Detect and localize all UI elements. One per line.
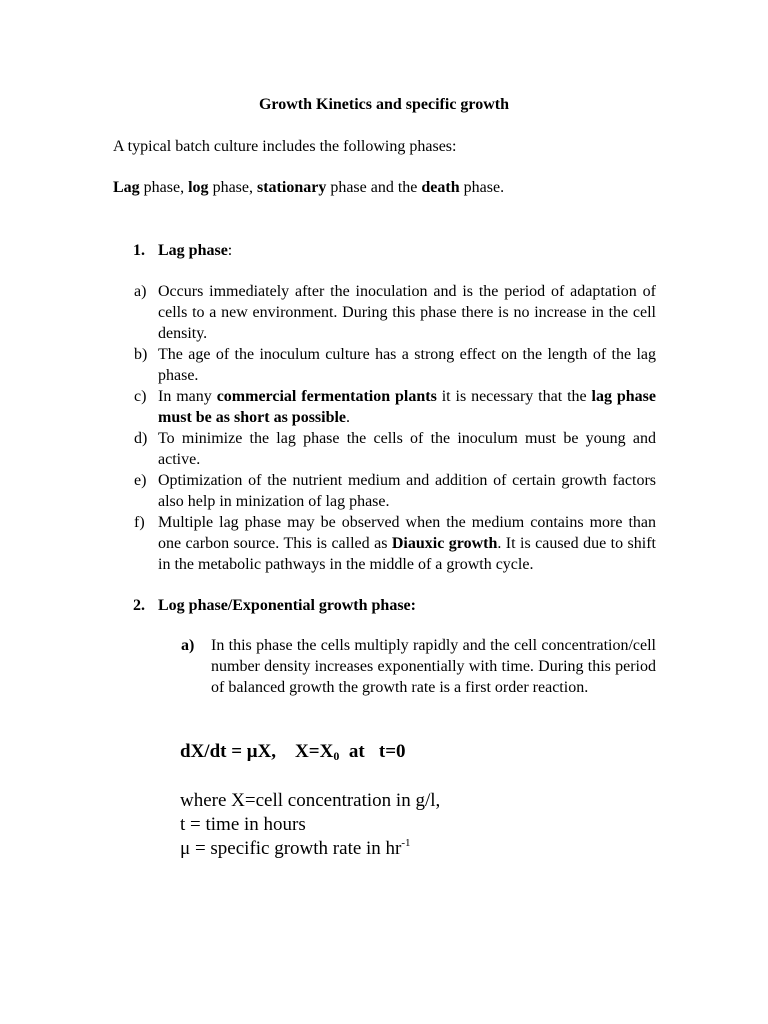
item-text-pre: In many bbox=[158, 388, 217, 405]
list-item bbox=[134, 386, 656, 428]
definition-line bbox=[180, 837, 440, 861]
variable-definitions bbox=[180, 789, 440, 861]
phase-sep: phase and the bbox=[326, 179, 422, 196]
equation-rhs: X, X=X bbox=[257, 741, 334, 762]
item-text-bold: lag phase must be as short as possible bbox=[158, 388, 656, 426]
definition-line: t = time in hours bbox=[180, 814, 306, 835]
phase-sep: phase, bbox=[139, 179, 189, 196]
item-text: The age of the inoculum culture has a strong effect on the length of the lag phase. bbox=[158, 346, 656, 384]
document-title: Growth Kinetics and specific growth bbox=[258, 96, 510, 113]
item-text: Optimization of the nutrient medium and addition of certain growth factors also help in minization of lag phase. bbox=[158, 472, 656, 510]
intro-paragraph: A typical batch culture includes the following phases: bbox=[113, 138, 457, 155]
item-text-post: . It is caused due to shift in the metabolic pathways in the middle of a growth cycle. bbox=[158, 535, 656, 573]
section-title: Lag phase bbox=[158, 242, 228, 259]
mu-symbol: μ bbox=[246, 741, 258, 762]
item-text-bold: commercial fermentation plants bbox=[216, 388, 437, 405]
equation-subscript: 0 bbox=[333, 749, 340, 763]
lag-phase-list bbox=[134, 281, 656, 575]
phase-log: log bbox=[188, 179, 209, 196]
item-text: In this phase the cells multiply rapidly and the cell concentration/cell number density increases exponentially with time. During this period of balanced growth the growth rate is a first order reaction. bbox=[211, 637, 656, 696]
phase-stationary: stationary bbox=[257, 179, 327, 196]
list-item bbox=[181, 635, 656, 698]
list-item bbox=[134, 344, 656, 386]
section-number: 2. bbox=[133, 597, 145, 614]
item-text-pre: Multiple lag phase may be observed when the medium contains more than one carbon source. This is called as bbox=[158, 514, 656, 552]
definition-text: = specific growth rate in hr bbox=[190, 838, 402, 859]
item-label: d) bbox=[134, 430, 148, 447]
mu-symbol: μ bbox=[180, 838, 191, 859]
item-label: c) bbox=[134, 388, 147, 405]
list-item bbox=[134, 512, 656, 575]
phase-end: phase. bbox=[459, 179, 505, 196]
item-text: To minimize the lag phase the cells of the inoculum must be young and active. bbox=[158, 430, 656, 468]
equation-lhs: dX/dt = bbox=[180, 741, 247, 762]
list-item bbox=[134, 470, 656, 512]
item-label: e) bbox=[134, 472, 147, 489]
section-heading-log bbox=[133, 595, 653, 616]
item-label: b) bbox=[134, 346, 148, 363]
item-text-bold: Diauxic growth bbox=[391, 535, 498, 552]
phase-death: death bbox=[421, 179, 460, 196]
phase-sep: phase, bbox=[208, 179, 257, 196]
item-text: Occurs immediately after the inoculation and is the period of adaptation of cells to a new environment. During this phase there is no increase in the cell density. bbox=[158, 283, 656, 342]
section-colon: : bbox=[227, 242, 233, 259]
item-label: a) bbox=[181, 637, 195, 654]
item-label: a) bbox=[134, 283, 147, 300]
log-phase-list bbox=[181, 635, 656, 698]
phases-paragraph bbox=[113, 177, 658, 198]
section-title: Log phase/Exponential growth phase: bbox=[158, 597, 416, 614]
growth-equation bbox=[180, 741, 406, 762]
phase-lag: Lag bbox=[113, 179, 140, 196]
superscript: -1 bbox=[401, 837, 411, 849]
list-item bbox=[134, 281, 656, 344]
item-label: f) bbox=[134, 514, 145, 531]
item-text-post: . bbox=[346, 409, 351, 426]
definition-line: where X=cell concentration in g/l, bbox=[180, 790, 441, 811]
equation-condition: at t=0 bbox=[339, 741, 406, 762]
section-number: 1. bbox=[133, 242, 145, 259]
item-text-mid: it is necessary that the bbox=[436, 388, 592, 405]
section-heading-lag bbox=[133, 240, 653, 261]
list-item bbox=[134, 428, 656, 470]
